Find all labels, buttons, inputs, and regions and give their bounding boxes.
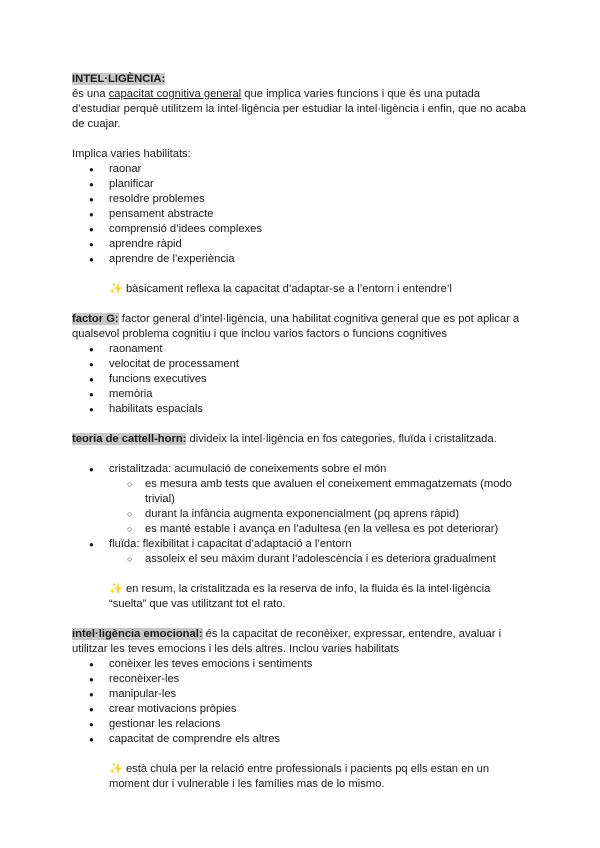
list-item: ● comprensió d’idees complexes xyxy=(72,222,530,237)
emotional-paragraph: intel·ligència emocional: és la capacitat de reconèixer, expressar, entendre, avaluar i utilitzar les teves emocions i les dels altres. Inclou varies habilitats xyxy=(72,628,502,655)
list-item: ● velocitat de processament xyxy=(72,357,530,372)
crystallized-sublist xyxy=(72,477,530,537)
sparkle-icon: ✨ xyxy=(109,583,123,595)
list-item: ● conèixer les teves emocions i sentiments xyxy=(72,657,530,672)
list-item: ○ es mesura amb tests que avaluen el coneixement emmagatzemats (modo trivial) xyxy=(72,477,530,507)
intelligence-note: ✨ bàsicament reflexa la capacitat d’adaptar-se a l’entorn i entendre’l xyxy=(109,283,452,295)
cattell-horn-list xyxy=(72,462,530,477)
cattell-horn-title: teoria de cattell-horn: xyxy=(72,433,187,445)
list-item: ● funcions executives xyxy=(72,372,530,387)
intelligence-definition: és una capacitat cognitiva general que implica varies funcions i que és una putada d’estudiar perquè utilitzem la intel·ligència per estudiar la intel·ligència i enfin, que no acaba de cuajar. xyxy=(72,88,526,130)
emotional-note: ✨ està chula per la relació entre professionals i pacients pq ells estan en un moment dur i vulnerable i les famílies mas de lo mismo. xyxy=(109,763,490,790)
list-item-crystallized: ● cristalitzada: acumulació de coneixements sobre el món xyxy=(72,462,530,477)
list-item: ● planificar xyxy=(72,177,530,192)
list-item: ● habilitats espacials xyxy=(72,402,530,417)
list-item: ● raonament xyxy=(72,342,530,357)
factor-g-list xyxy=(72,342,530,417)
list-item: ● raonar xyxy=(72,162,530,177)
sparkle-icon: ✨ xyxy=(109,763,123,775)
list-item: ○ durant la infància augmenta exponencialment (pq aprens ràpid) xyxy=(72,507,530,522)
list-item: ● aprendre ràpid xyxy=(72,237,530,252)
list-item: ● aprendre de l’experiència xyxy=(72,252,530,267)
intelligence-title: INTEL·LIGÈNCIA: xyxy=(72,73,166,85)
cattell-horn-paragraph: teoria de cattell-horn: divideix la intel·ligència en fos categories, fluïda i cristalitzada. xyxy=(72,433,497,445)
list-item-fluid: ● fluïda: flexibilitat i capacitat d’adaptació a l’entorn xyxy=(72,537,530,552)
list-item: ● reconèixer-les xyxy=(72,672,530,687)
cattell-horn-list-2 xyxy=(72,537,530,552)
factor-g-title: factor G: xyxy=(72,313,119,325)
factor-g-paragraph: factor G: factor general d’intel·ligència, una habilitat cognitiva general que es pot aplicar a qualsevol problema cognitiu i que inclou varios factors o funcions cognitives xyxy=(72,313,520,340)
list-item: ● resoldre problemes xyxy=(72,192,530,207)
skills-intro: Implica varies habilitats: xyxy=(72,148,191,160)
fluid-sublist xyxy=(72,552,530,567)
list-item: ● capacitat de comprendre els altres xyxy=(72,732,530,747)
emotional-list xyxy=(72,657,530,747)
list-item: ○ es manté estable i avança en l’adultesa (en la vellesa es pot deteriorar) xyxy=(72,522,530,537)
document-page xyxy=(72,72,530,792)
list-item: ● pensament abstracte xyxy=(72,207,530,222)
list-item: ● memòria xyxy=(72,387,530,402)
cattell-horn-note: ✨ en resum, la cristalitzada es la reserva de info, la fluida és la intel·ligència “suelta” que vas utilitzant tot el rato. xyxy=(109,583,491,610)
list-item: ● crear motivacions pròpies xyxy=(72,702,530,717)
definition-link: capacitat cognitiva general xyxy=(108,88,242,100)
intelligence-heading xyxy=(72,72,530,87)
list-item: ○ assoleix el seu màxim durant l’adolescència i es deteriora gradualment xyxy=(72,552,530,567)
list-item: ● gestionar les relacions xyxy=(72,717,530,732)
skills-list xyxy=(72,162,530,267)
emotional-title: intel·ligència emocional: xyxy=(72,628,203,640)
sparkle-icon: ✨ xyxy=(109,283,123,295)
list-item: ● manipular-les xyxy=(72,687,530,702)
